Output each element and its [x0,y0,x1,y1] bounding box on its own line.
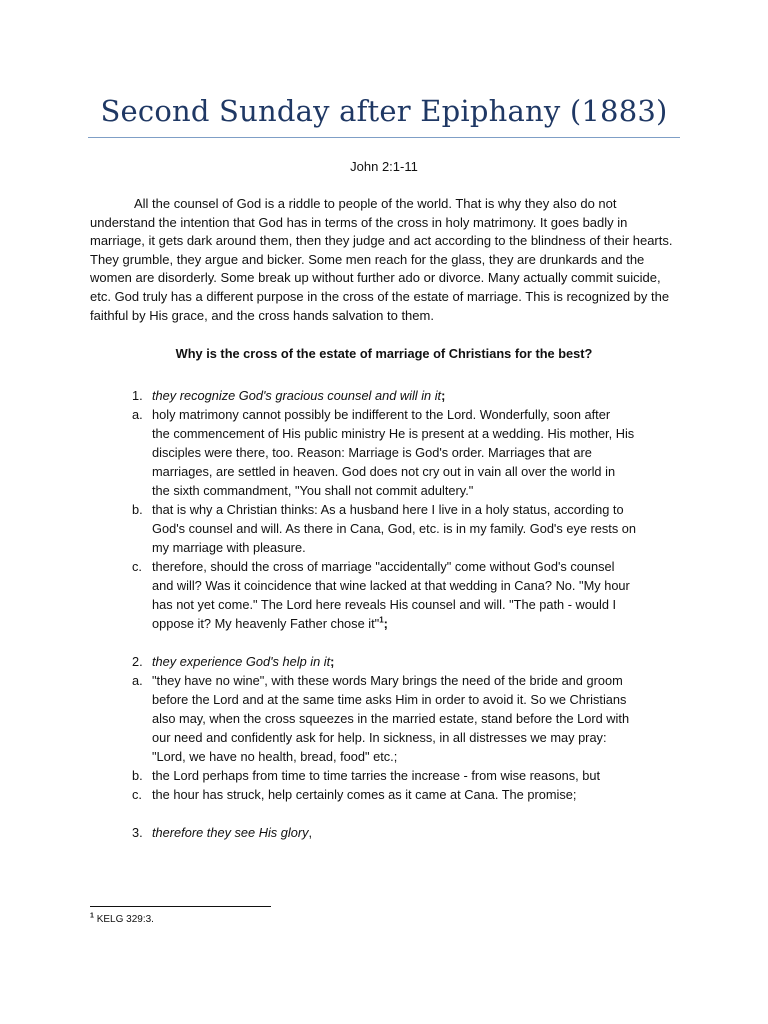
intro-paragraph [90,195,680,325]
footnote-number: 1 [90,912,94,920]
point-number: 2. [132,654,143,669]
intro-first-line: All the counsel of God is a riddle to people of the world. That is why they also do not [134,196,617,211]
sub-line: oppose it? My heavenly Father chose it" [152,616,380,631]
point-heading: they recognize God's gracious counsel and will in it [152,388,442,403]
point-number: 3. [132,825,143,840]
sub-marker: b. [132,768,143,783]
title-underline [88,137,680,138]
intro-line: This is recognized by the faithful by His grace, and the cross hands salvation to them. [90,288,670,323]
footnote-text: KELG 329:3. [96,914,154,925]
sub-line: the sixth commandment, "You shall not commit adultery." [152,483,474,498]
intro-line: understand the intention that God has in terms of the cross in holy matrimony. It goes badly in [90,214,628,230]
intro-line: commit suicide, etc. God truly has a different purpose in the cross of the estate of marriage. [90,270,661,304]
sub-line: therefore, should the cross of marriage "accidentally" come without God's counsel [152,559,615,574]
sub-line: also may, when the cross squeezes in the married estate, stand before the Lord with [152,711,630,726]
line-end-punct: ; [383,616,388,631]
sub-marker: c. [132,787,142,802]
point-number: 1. [132,388,143,403]
intro-line: and the women are disorderly. Some break up without further ado or divorce. Many actually [90,251,645,286]
sub-marker: a. [132,673,143,688]
sub-line: disciples were there, too. Reason: Marriage is God's order. Marriages that are [152,445,592,460]
point-heading-punct: ; [441,388,446,403]
sub-line: our need and confidently ask for help. In sickness, in all distresses we may pray: [152,730,607,745]
point-heading-punct: , [308,825,313,840]
sub-line: "they have no wine", with these words Mary brings the need of the bride and groom [152,673,623,688]
outline-question: Why is the cross of the estate of marriage of Christians for the best? [175,346,593,361]
sub-line: my marriage with pleasure. [152,540,306,555]
sub-line: before the Lord and at the same time asks Him in order to avoid it. So we Christians [152,692,627,707]
sub-line: "Lord, we have no health, bread, food" etc.; [152,749,398,764]
footnote-reference[interactable]: 1 [379,615,384,625]
point-heading: therefore they see His glory [152,825,309,840]
footnote-separator [90,906,271,907]
sub-line: the commencement of His public ministry He is present at a wedding. His mother, His [152,426,635,441]
footnote [90,914,154,925]
sub-line: has not yet come." The Lord here reveals His counsel and will. "The path - would I [152,597,617,612]
intro-line: hearts. They grumble, they argue and bicker. Some men reach for the glass, they are drunkards [90,233,673,267]
point-heading: they experience God's help in it [152,654,331,669]
sub-line: that is why a Christian thinks: As a husband here I live in a holy status, according to [152,502,624,517]
sub-marker: b. [132,502,143,517]
point-heading-punct: ; [330,654,335,669]
sub-line: the Lord perhaps from time to time tarries the increase - from wise reasons, but [152,768,601,783]
sub-line: holy matrimony cannot possibly be indifferent to the Lord. Wonderfully, soon after [152,407,611,422]
intro-line: marriage, it gets dark around them, then they judge and act according to the blindness of their [90,233,630,249]
sub-marker: c. [132,559,142,574]
sub-line: and will? Was it coincidence that wine lacked at that wedding in Cana? No. "My hour [152,578,630,593]
sub-line: marriages, are settled in heaven. God does not cry out in vain all over the world in [152,464,616,479]
sub-line: the hour has struck, help certainly comes as it came at Cana. The promise; [152,787,577,802]
page-title: Second Sunday after Epiphany (1883) [100,94,668,128]
sub-marker: a. [132,407,143,422]
sub-line: God's counsel and will. As there in Cana, God, etc. is in my family. God's eye rests on [152,521,637,536]
scripture-reference: John 2:1-11 [350,159,418,174]
